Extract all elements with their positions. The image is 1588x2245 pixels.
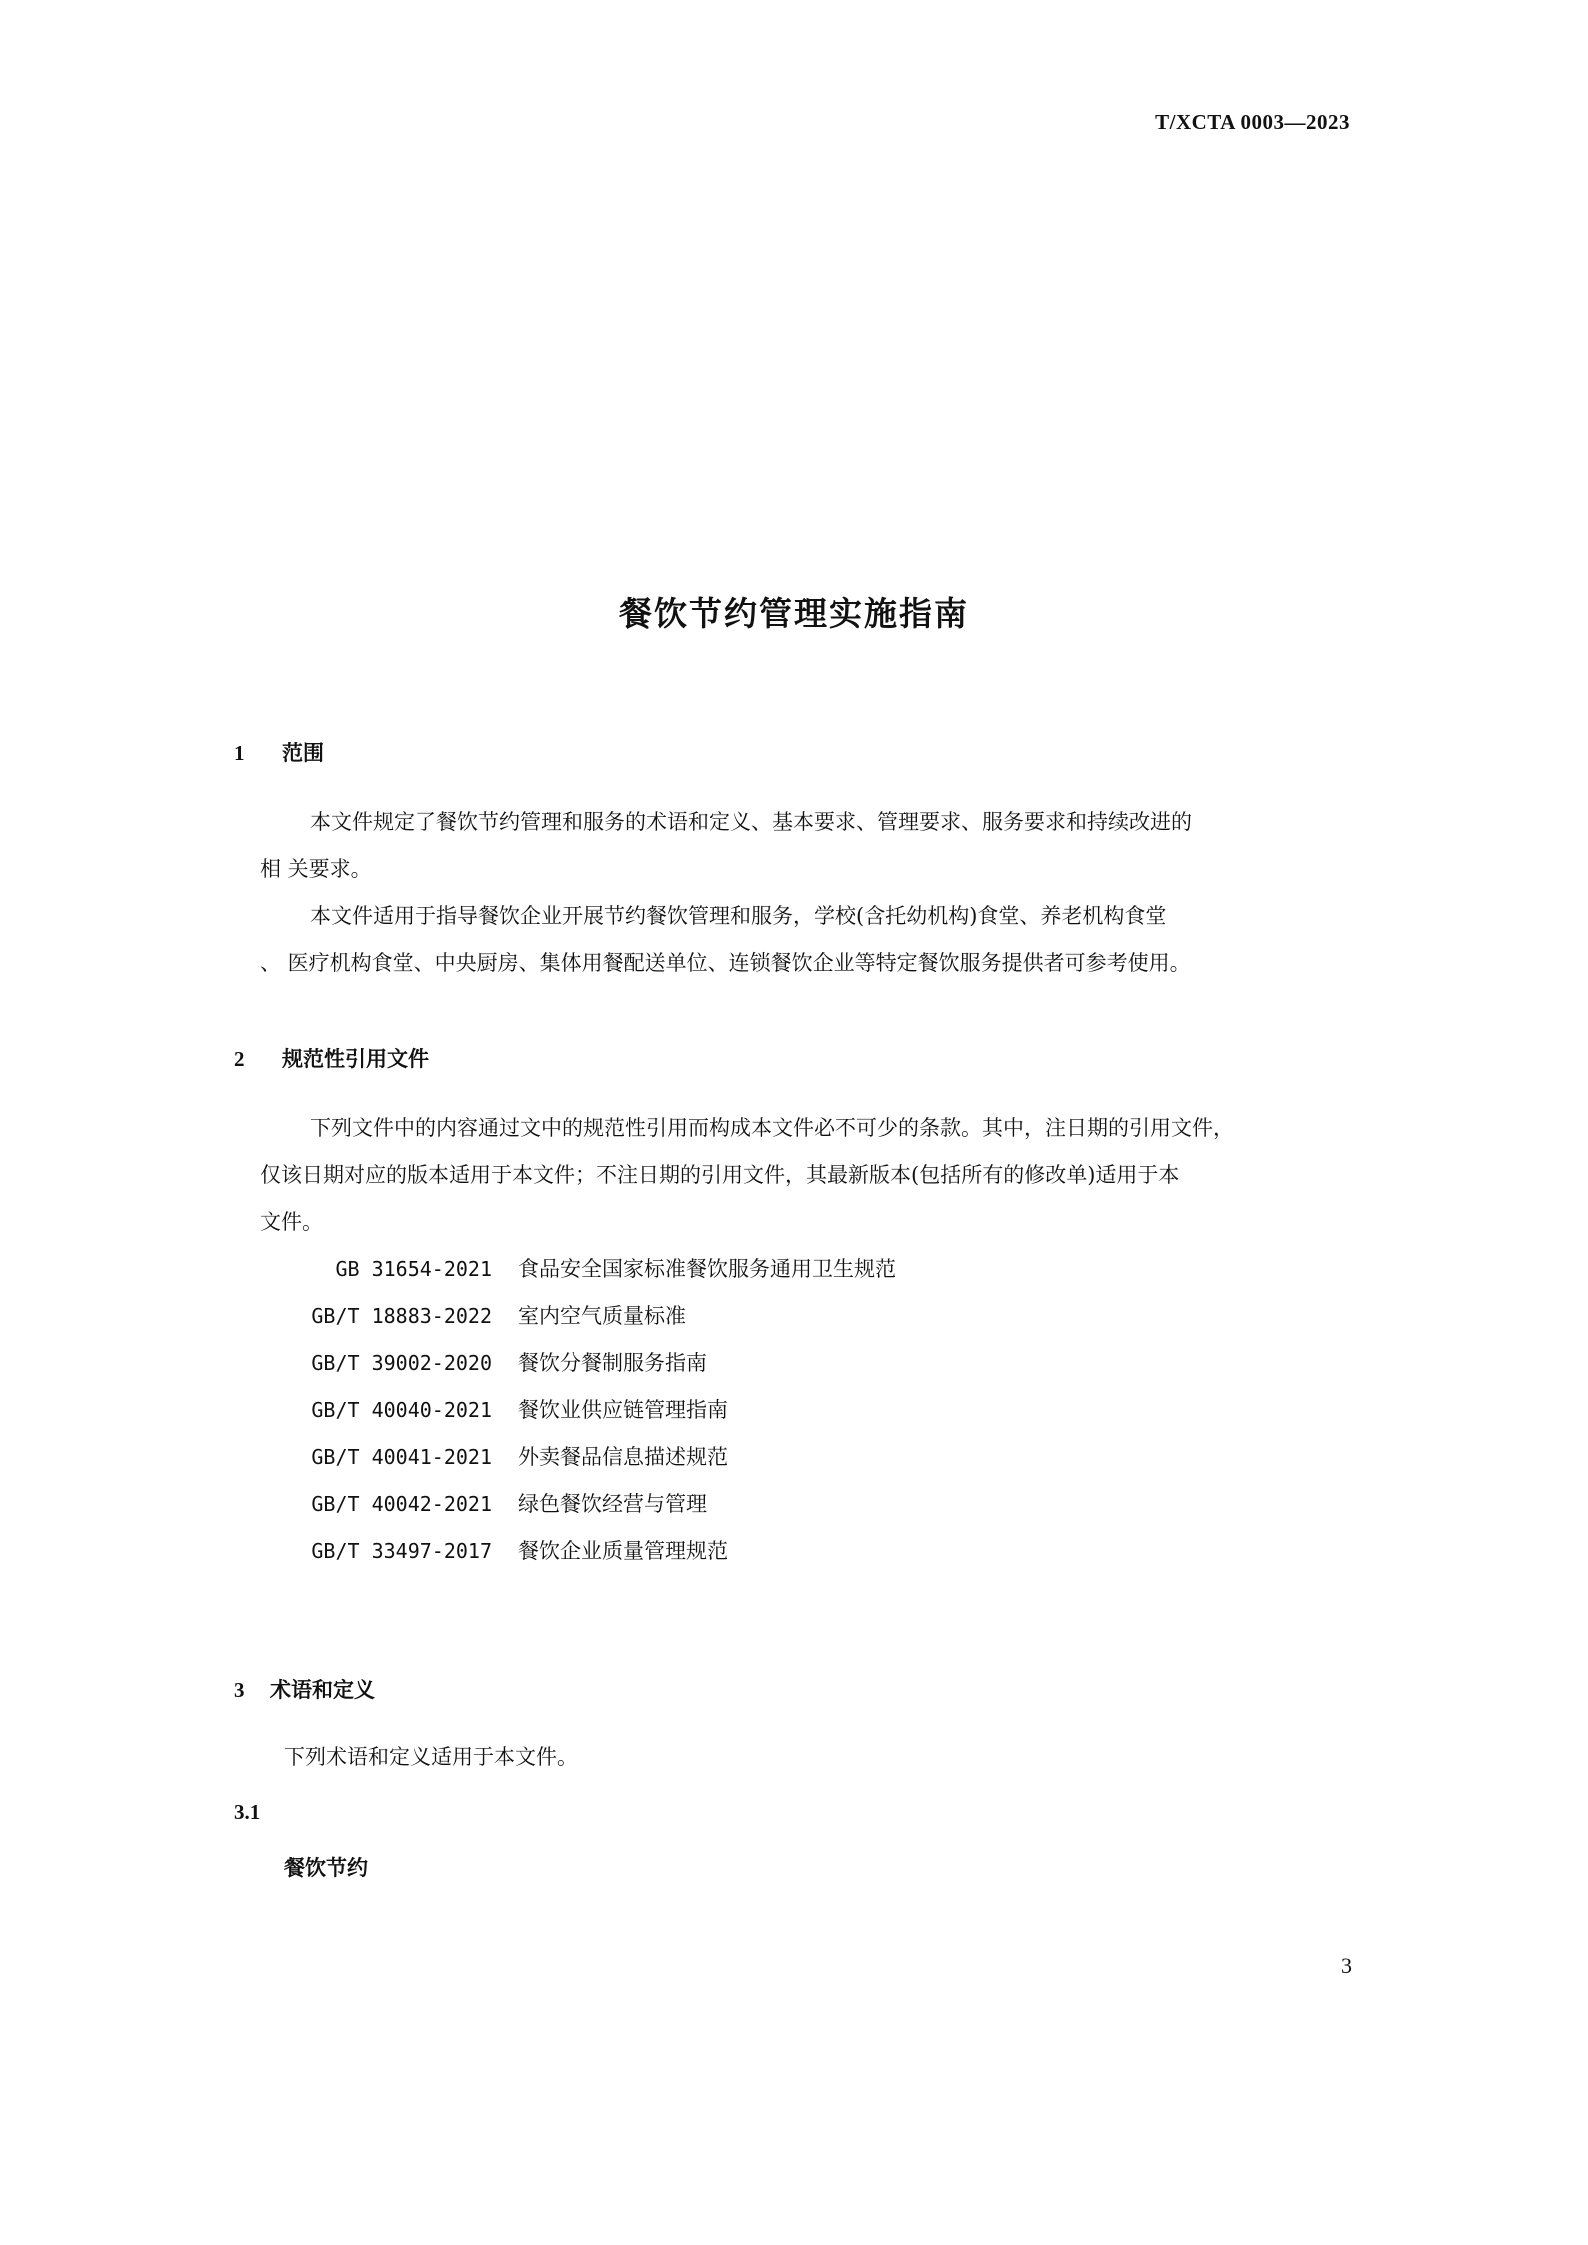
reference-code: GB/T 33497-2017	[311, 1539, 492, 1563]
section-title: 术语和定义	[270, 1678, 375, 1702]
paragraph-line: 本文件适用于指导餐饮企业开展节约餐饮管理和服务，学校(含托幼机构)食堂、养老机构食堂	[310, 904, 1167, 928]
paragraph-line: 文件。	[260, 1210, 323, 1234]
paragraph-line: 下列文件中的内容通过文中的规范性引用而构成本文件必不可少的条款。其中，注日期的引用文件，	[310, 1116, 1234, 1140]
reference-title: 餐饮业供应链管理指南	[518, 1398, 728, 1422]
reference-code: GB 31654-2021	[335, 1257, 492, 1281]
scope-paragraph-1-cont	[260, 846, 1360, 893]
paragraph-line: 仅该日期对应的版本适用于本文件；不注日期的引用文件，其最新版本(包括所有的修改单)适用于本	[260, 1163, 1180, 1187]
normative-intro	[310, 1105, 1410, 1152]
term-name: 餐饮节约	[284, 1856, 368, 1880]
section-number: 3	[234, 1678, 245, 1702]
document-title: 餐饮节约管理实施指南	[619, 594, 969, 633]
section-2-heading	[234, 1043, 429, 1073]
reference-title: 外卖餐品信息描述规范	[518, 1445, 728, 1469]
section-title: 范围	[282, 741, 324, 765]
clause-number: 3.1	[234, 1800, 261, 1824]
scope-paragraph-1	[310, 799, 1410, 846]
scope-paragraph-2	[310, 893, 1410, 940]
section-number: 2	[234, 1047, 245, 1071]
reference-title: 绿色餐饮经营与管理	[518, 1492, 707, 1516]
reference-code: GB/T 40041-2021	[311, 1445, 492, 1469]
document-code: T/XCTA 0003—2023	[1155, 110, 1350, 134]
reference-code: GB/T 40042-2021	[311, 1492, 492, 1516]
terms-intro	[284, 1734, 1384, 1781]
reference-title: 餐饮企业质量管理规范	[518, 1539, 728, 1563]
paragraph-line: 本文件规定了餐饮节约管理和服务的术语和定义、基本要求、管理要求、服务要求和持续改进的	[310, 810, 1192, 834]
reference-code: GB/T 39002-2020	[311, 1351, 492, 1375]
reference-code: GB/T 40040-2021	[311, 1398, 492, 1422]
reference-code: GB/T 18883-2022	[311, 1304, 492, 1328]
section-title: 规范性引用文件	[282, 1047, 429, 1071]
normative-intro-cont	[260, 1152, 1360, 1246]
section-3-heading	[234, 1674, 375, 1704]
paragraph-line: 、 医疗机构食堂、中央厨房、集体用餐配送单位、连锁餐饮企业等特定餐饮服务提供者可参考使用。	[260, 951, 1191, 975]
page-number: 3	[1341, 1953, 1352, 1978]
paragraph-line: 相 关要求。	[260, 857, 372, 881]
reference-title: 室内空气质量标准	[518, 1304, 686, 1328]
reference-title: 食品安全国家标准餐饮服务通用卫生规范	[518, 1257, 896, 1281]
reference-title: 餐饮分餐制服务指南	[518, 1351, 707, 1375]
paragraph-line: 下列术语和定义适用于本文件。	[284, 1745, 578, 1769]
section-1-heading	[234, 737, 324, 767]
section-number: 1	[234, 741, 245, 765]
scope-paragraph-2-cont	[260, 940, 1360, 987]
